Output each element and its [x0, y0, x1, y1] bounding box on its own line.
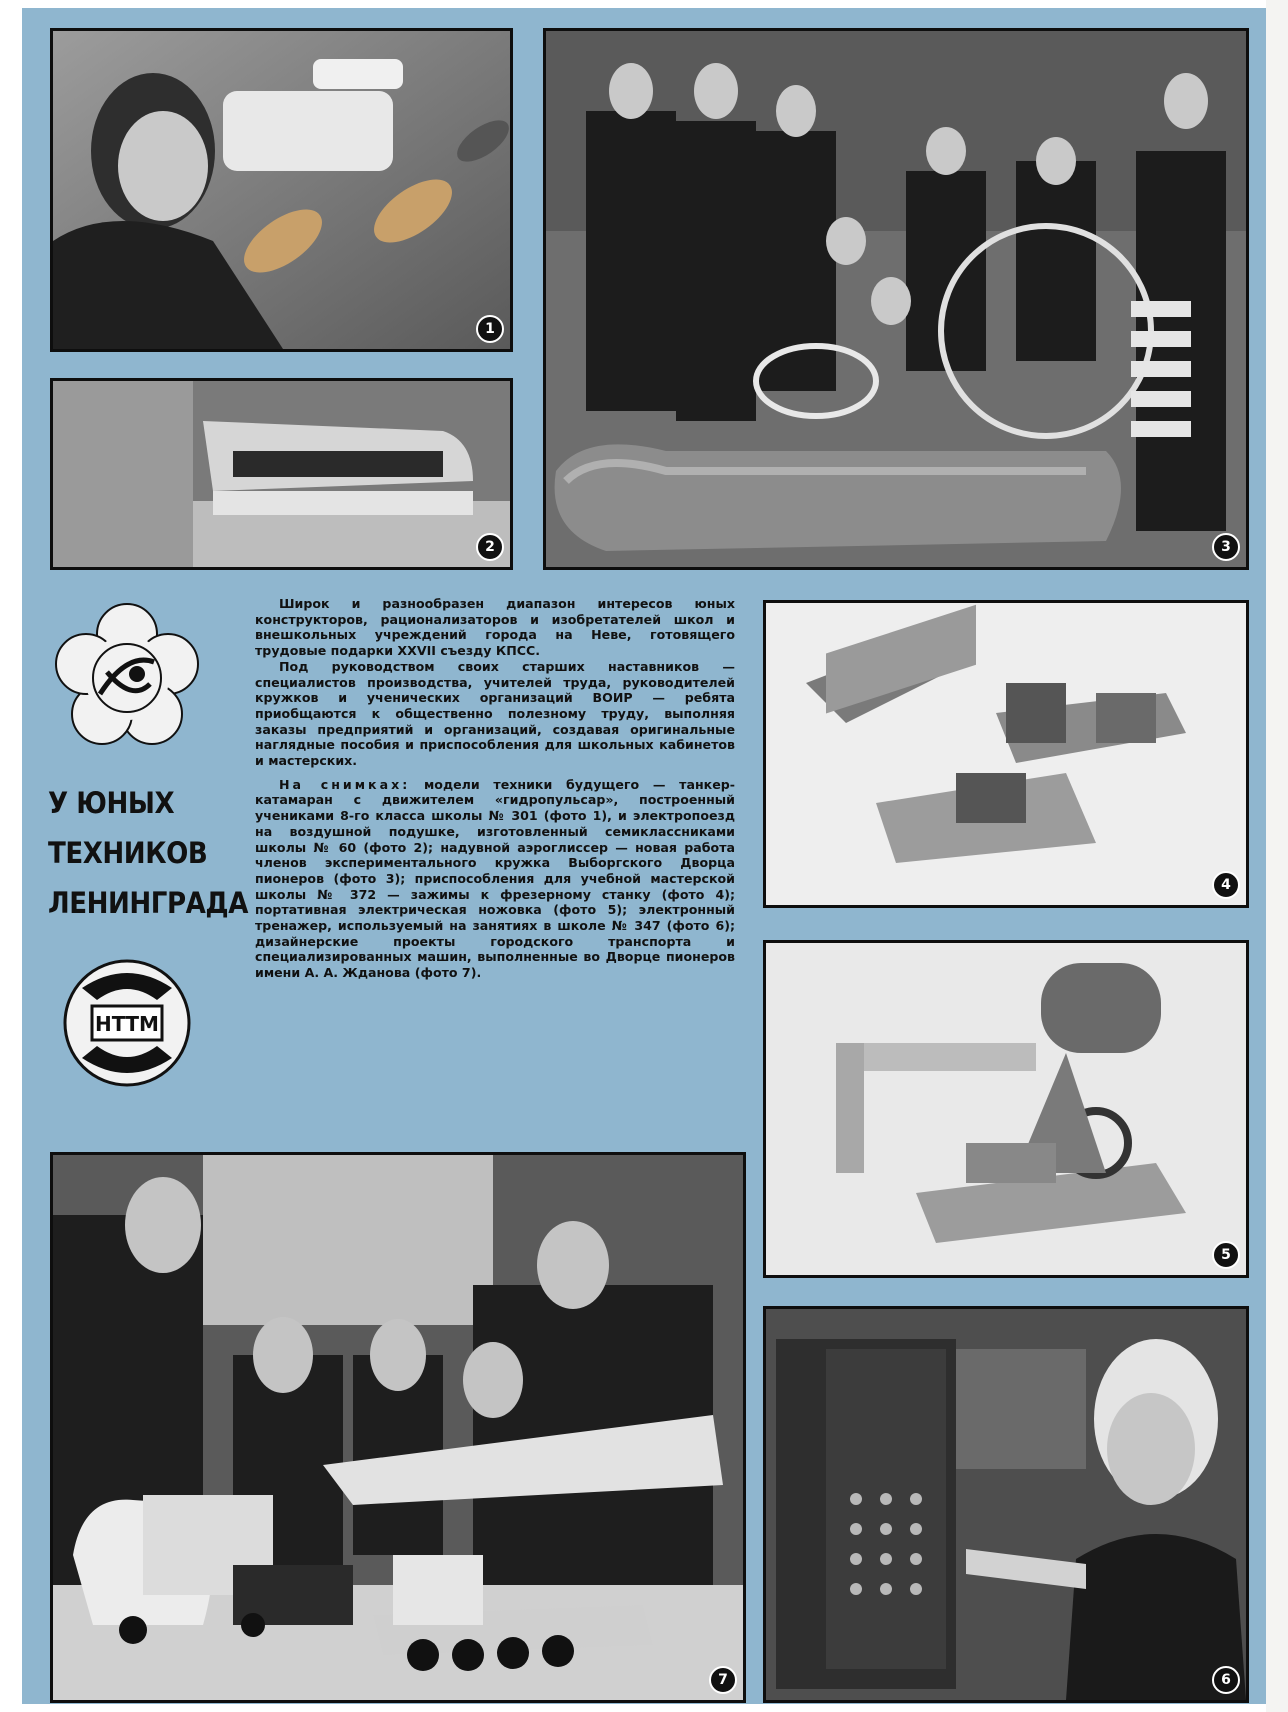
nttm-emblem-text: НТТМ [95, 1012, 159, 1036]
article-body [255, 596, 735, 981]
photo-2-number: 2 [476, 533, 504, 561]
article-title [48, 778, 248, 928]
captions-lead: На снимках: [279, 776, 411, 792]
captions-paragraph [255, 777, 735, 981]
photo-4 [763, 600, 1249, 908]
title-line-2: ТЕХНИКОВ [48, 836, 208, 870]
page-edge [1266, 0, 1288, 1712]
photo-6 [763, 1306, 1249, 1703]
nttm-emblem [52, 948, 202, 1098]
photo-3 [543, 28, 1249, 570]
title-line-1: У ЮНЫХ [48, 786, 175, 820]
title-line-3: ЛЕНИНГРАДА [48, 886, 248, 920]
intro-paragraph-2: Под руководством своих старших наставников — специалистов производства, учителей труда, руководителей кружков и ученических организаций ВОИР — ребята приобщаются к общественно полезному труду, выполняя заказы предприятий и организаций, создавая оригинальные наглядные пособия и приспособления для школьных кабинетов и мастерских. [255, 658, 735, 769]
photo-7 [50, 1152, 746, 1703]
intro-paragraph-1: Широк и разнообразен диапазон интересов юных конструкторов, рационализаторов и изобретателей школ и внешкольных учреждений города на Неве, готовящего трудовые подарки XXVII съезду КПСС. [255, 596, 735, 659]
photo-1-number: 1 [476, 315, 504, 343]
photo-6-number: 6 [1212, 1666, 1240, 1694]
photo-4-number: 4 [1212, 871, 1240, 899]
captions-body: модели техники будущего — танкер-катамаран с движителем «гидропульсар», построенный учениками 8-го класса школы № 301 (фото 1), и электропоезд на воздушной подушке, изготовленный семиклассниками школы № 60 (фото 2); надувной аэроглиссер — новая работа членов экспериментального кружка Выборгского Дворца пионеров (фото 3); приспособления для учебной мастерской школы № 372 — зажимы к фрезерному станку (фото 4); портативная электрическая ножовка (фото 5); электронный тренажер, используемый на занятиях в школе № 347 (фото 6); дизайнерские проекты городского транспорта и специализированных машин, выполненные во Дворце пионеров имени А. А. Жданова (фото 7). [255, 776, 735, 981]
photo-3-number: 3 [1212, 533, 1240, 561]
photo-7-number: 7 [709, 1666, 737, 1694]
photo-5 [763, 940, 1249, 1278]
photo-2 [50, 378, 513, 570]
photo-1 [50, 28, 513, 352]
photo-5-number: 5 [1212, 1241, 1240, 1269]
festival-emblem [52, 602, 202, 752]
